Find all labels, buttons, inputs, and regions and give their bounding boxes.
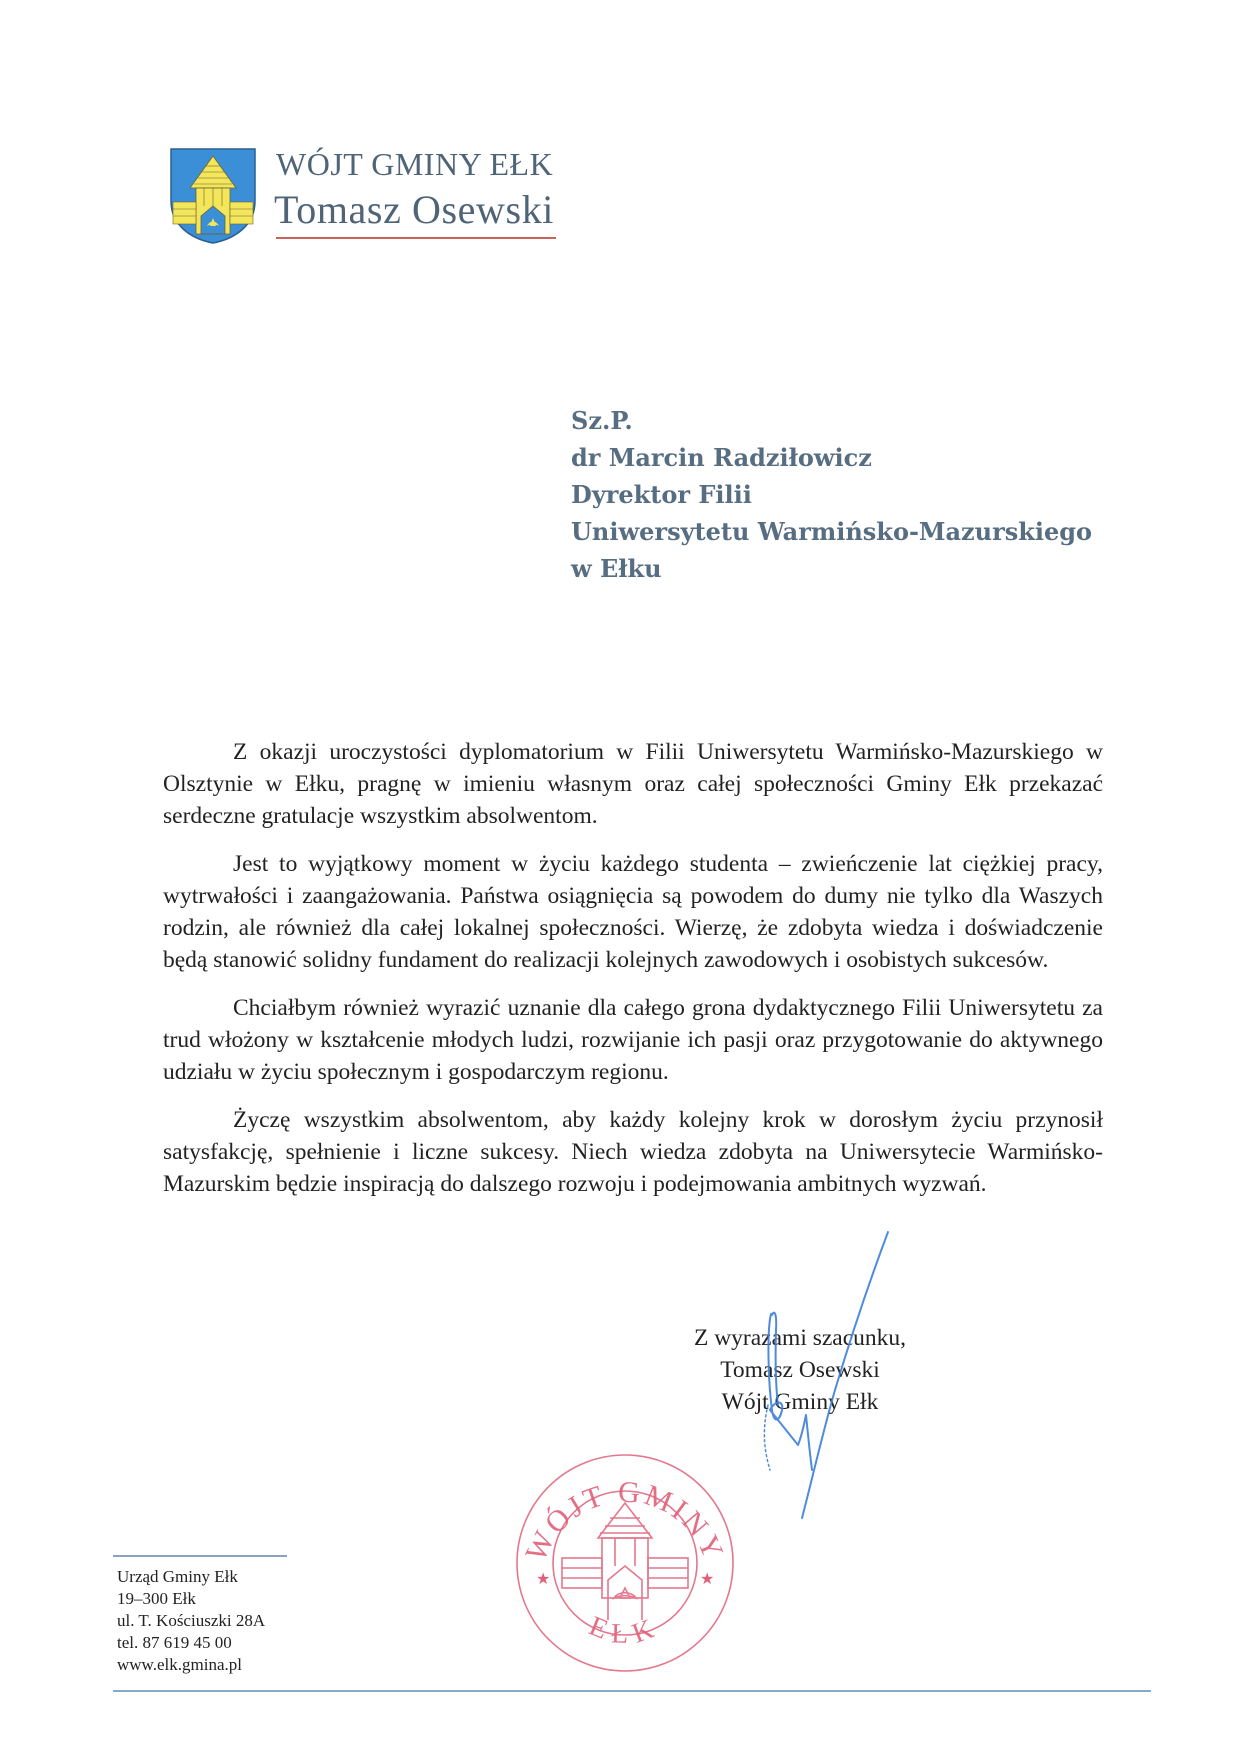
footer-street: ul. T. Kościuszki 28A xyxy=(117,1611,266,1630)
body-paragraph: Z okazji uroczystości dyplomatorium w Filii Uniwersytetu Warmińsko-Mazurskiego w Olsztynie w Ełku, pragnę w imieniu własnym oraz całej społeczności Gminy Ełk przekazać serdeczne gratulacje wszystkim absolwentom. xyxy=(163,739,1103,829)
footer-website-link[interactable]: www.elk.gmina.pl xyxy=(117,1655,242,1674)
svg-text:WÓJT GMINY xyxy=(519,1475,730,1566)
addressee-line: Dyrektor Filii xyxy=(571,480,752,509)
body-paragraph: Jest to wyjątkowy moment w życiu każdego studenta – zwieńczenie lat ciężkiej pracy, wytrwałości i zaangażowania. Państwa osiągnięcia są powodem do dumy nie tylko dla Waszych rodzin, ale również dla całej lokalnej społeczności. Wierzę, że zdobyta wiedza i doświadczenie będą stanowić solidny fundament do realizacji kolejnych zawodowych i osobistych sukcesów. xyxy=(163,851,1103,973)
footer-divider-bottom xyxy=(113,1690,1151,1692)
coat-of-arms-icon xyxy=(168,146,258,244)
footer-address xyxy=(117,1566,265,1676)
svg-text:EŁK xyxy=(585,1611,666,1650)
letterhead-title: WÓJT GMINY EŁK xyxy=(276,146,554,182)
letterhead-name: Tomasz Osewski xyxy=(274,187,555,232)
stamp-star-icon: ★ xyxy=(536,1569,551,1588)
addressee-block xyxy=(571,402,1092,587)
official-stamp-icon xyxy=(510,1448,740,1678)
footer-postal: 19–300 Ełk xyxy=(117,1589,196,1608)
letter-body xyxy=(163,736,1103,1216)
stamp-top-text: WÓJT GMINY xyxy=(519,1475,731,1567)
closing-salutation: Z wyrazami szacunku, xyxy=(693,1325,907,1351)
stamp-star-icon: ★ xyxy=(700,1569,715,1588)
letterhead-divider xyxy=(276,237,556,239)
footer-divider-top xyxy=(113,1555,287,1557)
addressee-line: dr Marcin Radziłowicz xyxy=(571,443,872,472)
closing-title: Wójt Gminy Ełk xyxy=(721,1389,879,1415)
addressee-line: Sz.P. xyxy=(571,406,633,435)
footer-phone: tel. 87 619 45 00 xyxy=(117,1633,232,1652)
closing-name: Tomasz Osewski xyxy=(720,1357,880,1383)
stamp-bottom-text: EŁK xyxy=(584,1610,666,1650)
body-paragraph: Chciałbym również wyrazić uznanie dla całego grona dydaktycznego Filii Uniwersytetu za trud włożony w kształcenie młodych ludzi, rozwijanie ich pasji oraz przygotowanie do aktywnego udziału w życiu społecznym i gospodarczym regionu. xyxy=(163,995,1103,1085)
addressee-line: Uniwersytetu Warmińsko-Mazurskiego xyxy=(571,517,1093,546)
body-paragraph: Życzę wszystkim absolwentom, aby każdy kolejny krok w dorosłym życiu przynosił satysfakcję, spełnienie i liczne sukcesy. Niech wiedza zdobyta na Uniwersytecie Warmińsko-Mazurskim będzie inspiracją do dalszego rozwoju i podejmowania ambitnych wyzwań. xyxy=(163,1107,1103,1197)
closing-block xyxy=(680,1322,920,1418)
addressee-line: w Ełku xyxy=(571,554,662,583)
footer-office: Urząd Gminy Ełk xyxy=(117,1567,238,1586)
